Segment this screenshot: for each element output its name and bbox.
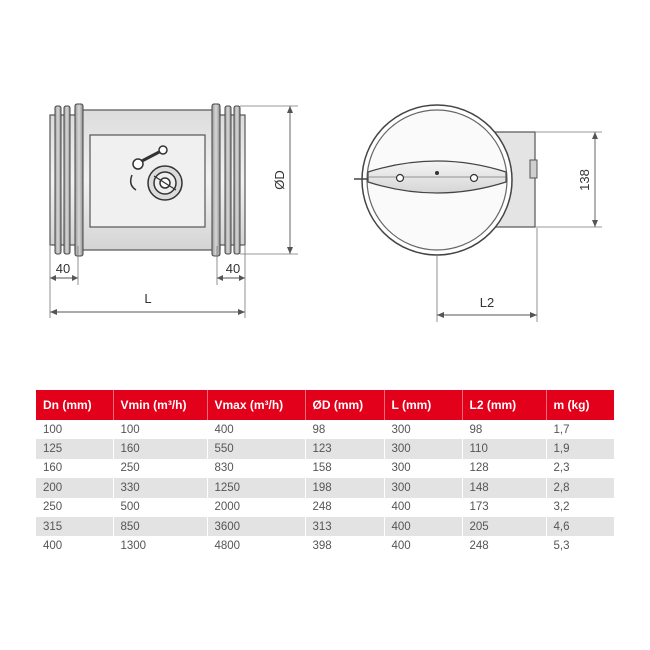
table-cell: 4,6	[546, 517, 614, 536]
right-collar-label: 40	[225, 261, 241, 276]
table-cell: 313	[305, 517, 384, 536]
table-cell: 315	[36, 517, 113, 536]
end-view	[354, 105, 602, 322]
table-cell: 4800	[207, 536, 305, 555]
table-cell: 248	[462, 536, 546, 555]
table-cell: 830	[207, 459, 305, 478]
table-cell: 158	[305, 459, 384, 478]
table-row	[36, 478, 614, 497]
left-bead	[75, 104, 83, 256]
specification-table	[36, 390, 615, 556]
table-cell: 128	[462, 459, 546, 478]
table-cell: 398	[305, 536, 384, 555]
table-cell: 3,2	[546, 498, 614, 517]
column-header: L2 (mm)	[462, 390, 546, 420]
table-row	[36, 536, 614, 555]
length-label: L	[144, 291, 152, 306]
side-view	[50, 104, 298, 318]
table-cell: 550	[207, 439, 305, 458]
table-cell: 2000	[207, 498, 305, 517]
right-gasket-ring	[225, 106, 231, 254]
table-cell: 300	[384, 478, 462, 497]
table-cell: 250	[36, 498, 113, 517]
table-cell: 300	[384, 439, 462, 458]
column-header: L (mm)	[384, 390, 462, 420]
table-row	[36, 459, 614, 478]
table-cell: 300	[384, 420, 462, 439]
table-cell: 1,7	[546, 420, 614, 439]
table-cell: 160	[113, 439, 207, 458]
table-cell: 250	[113, 459, 207, 478]
table-cell: 1,9	[546, 439, 614, 458]
table-cell: 200	[36, 478, 113, 497]
right-bead	[212, 104, 220, 256]
l2-label: L2	[479, 295, 495, 310]
left-collar-label: 40	[55, 261, 71, 276]
table-cell: 400	[36, 536, 113, 555]
table-cell: 125	[36, 439, 113, 458]
table-row	[36, 439, 614, 458]
column-header: Vmin (m³/h)	[113, 390, 207, 420]
table-cell: 3600	[207, 517, 305, 536]
table-row	[36, 420, 614, 439]
left-gasket-ring	[64, 106, 70, 254]
table-cell: 173	[462, 498, 546, 517]
diameter-label: ØD	[272, 170, 287, 190]
table-cell: 205	[462, 517, 546, 536]
table-cell: 850	[113, 517, 207, 536]
table-cell: 400	[384, 536, 462, 555]
table-cell: 2,3	[546, 459, 614, 478]
table-cell: 300	[384, 459, 462, 478]
table-cell: 198	[305, 478, 384, 497]
table-cell: 98	[462, 420, 546, 439]
table-cell: 2,8	[546, 478, 614, 497]
table-row	[36, 498, 614, 517]
table-cell: 100	[36, 420, 113, 439]
table-cell: 400	[384, 498, 462, 517]
column-header: ØD (mm)	[305, 390, 384, 420]
table-cell: 160	[36, 459, 113, 478]
table-cell: 110	[462, 439, 546, 458]
column-header: m (kg)	[546, 390, 614, 420]
column-header: Dn (mm)	[36, 390, 113, 420]
table-cell: 400	[384, 517, 462, 536]
table-cell: 500	[113, 498, 207, 517]
height-label: 138	[577, 169, 592, 191]
table-row	[36, 517, 614, 536]
table-cell: 123	[305, 439, 384, 458]
column-header: Vmax (m³/h)	[207, 390, 305, 420]
table-cell: 1250	[207, 478, 305, 497]
table-cell: 5,3	[546, 536, 614, 555]
table-cell: 400	[207, 420, 305, 439]
table-cell: 330	[113, 478, 207, 497]
table-cell: 100	[113, 420, 207, 439]
table-header-row	[36, 390, 614, 420]
right-gasket-ring	[234, 106, 240, 254]
left-gasket-ring	[55, 106, 61, 254]
table-cell: 248	[305, 498, 384, 517]
table-cell: 148	[462, 478, 546, 497]
table-cell: 98	[305, 420, 384, 439]
table-cell: 1300	[113, 536, 207, 555]
